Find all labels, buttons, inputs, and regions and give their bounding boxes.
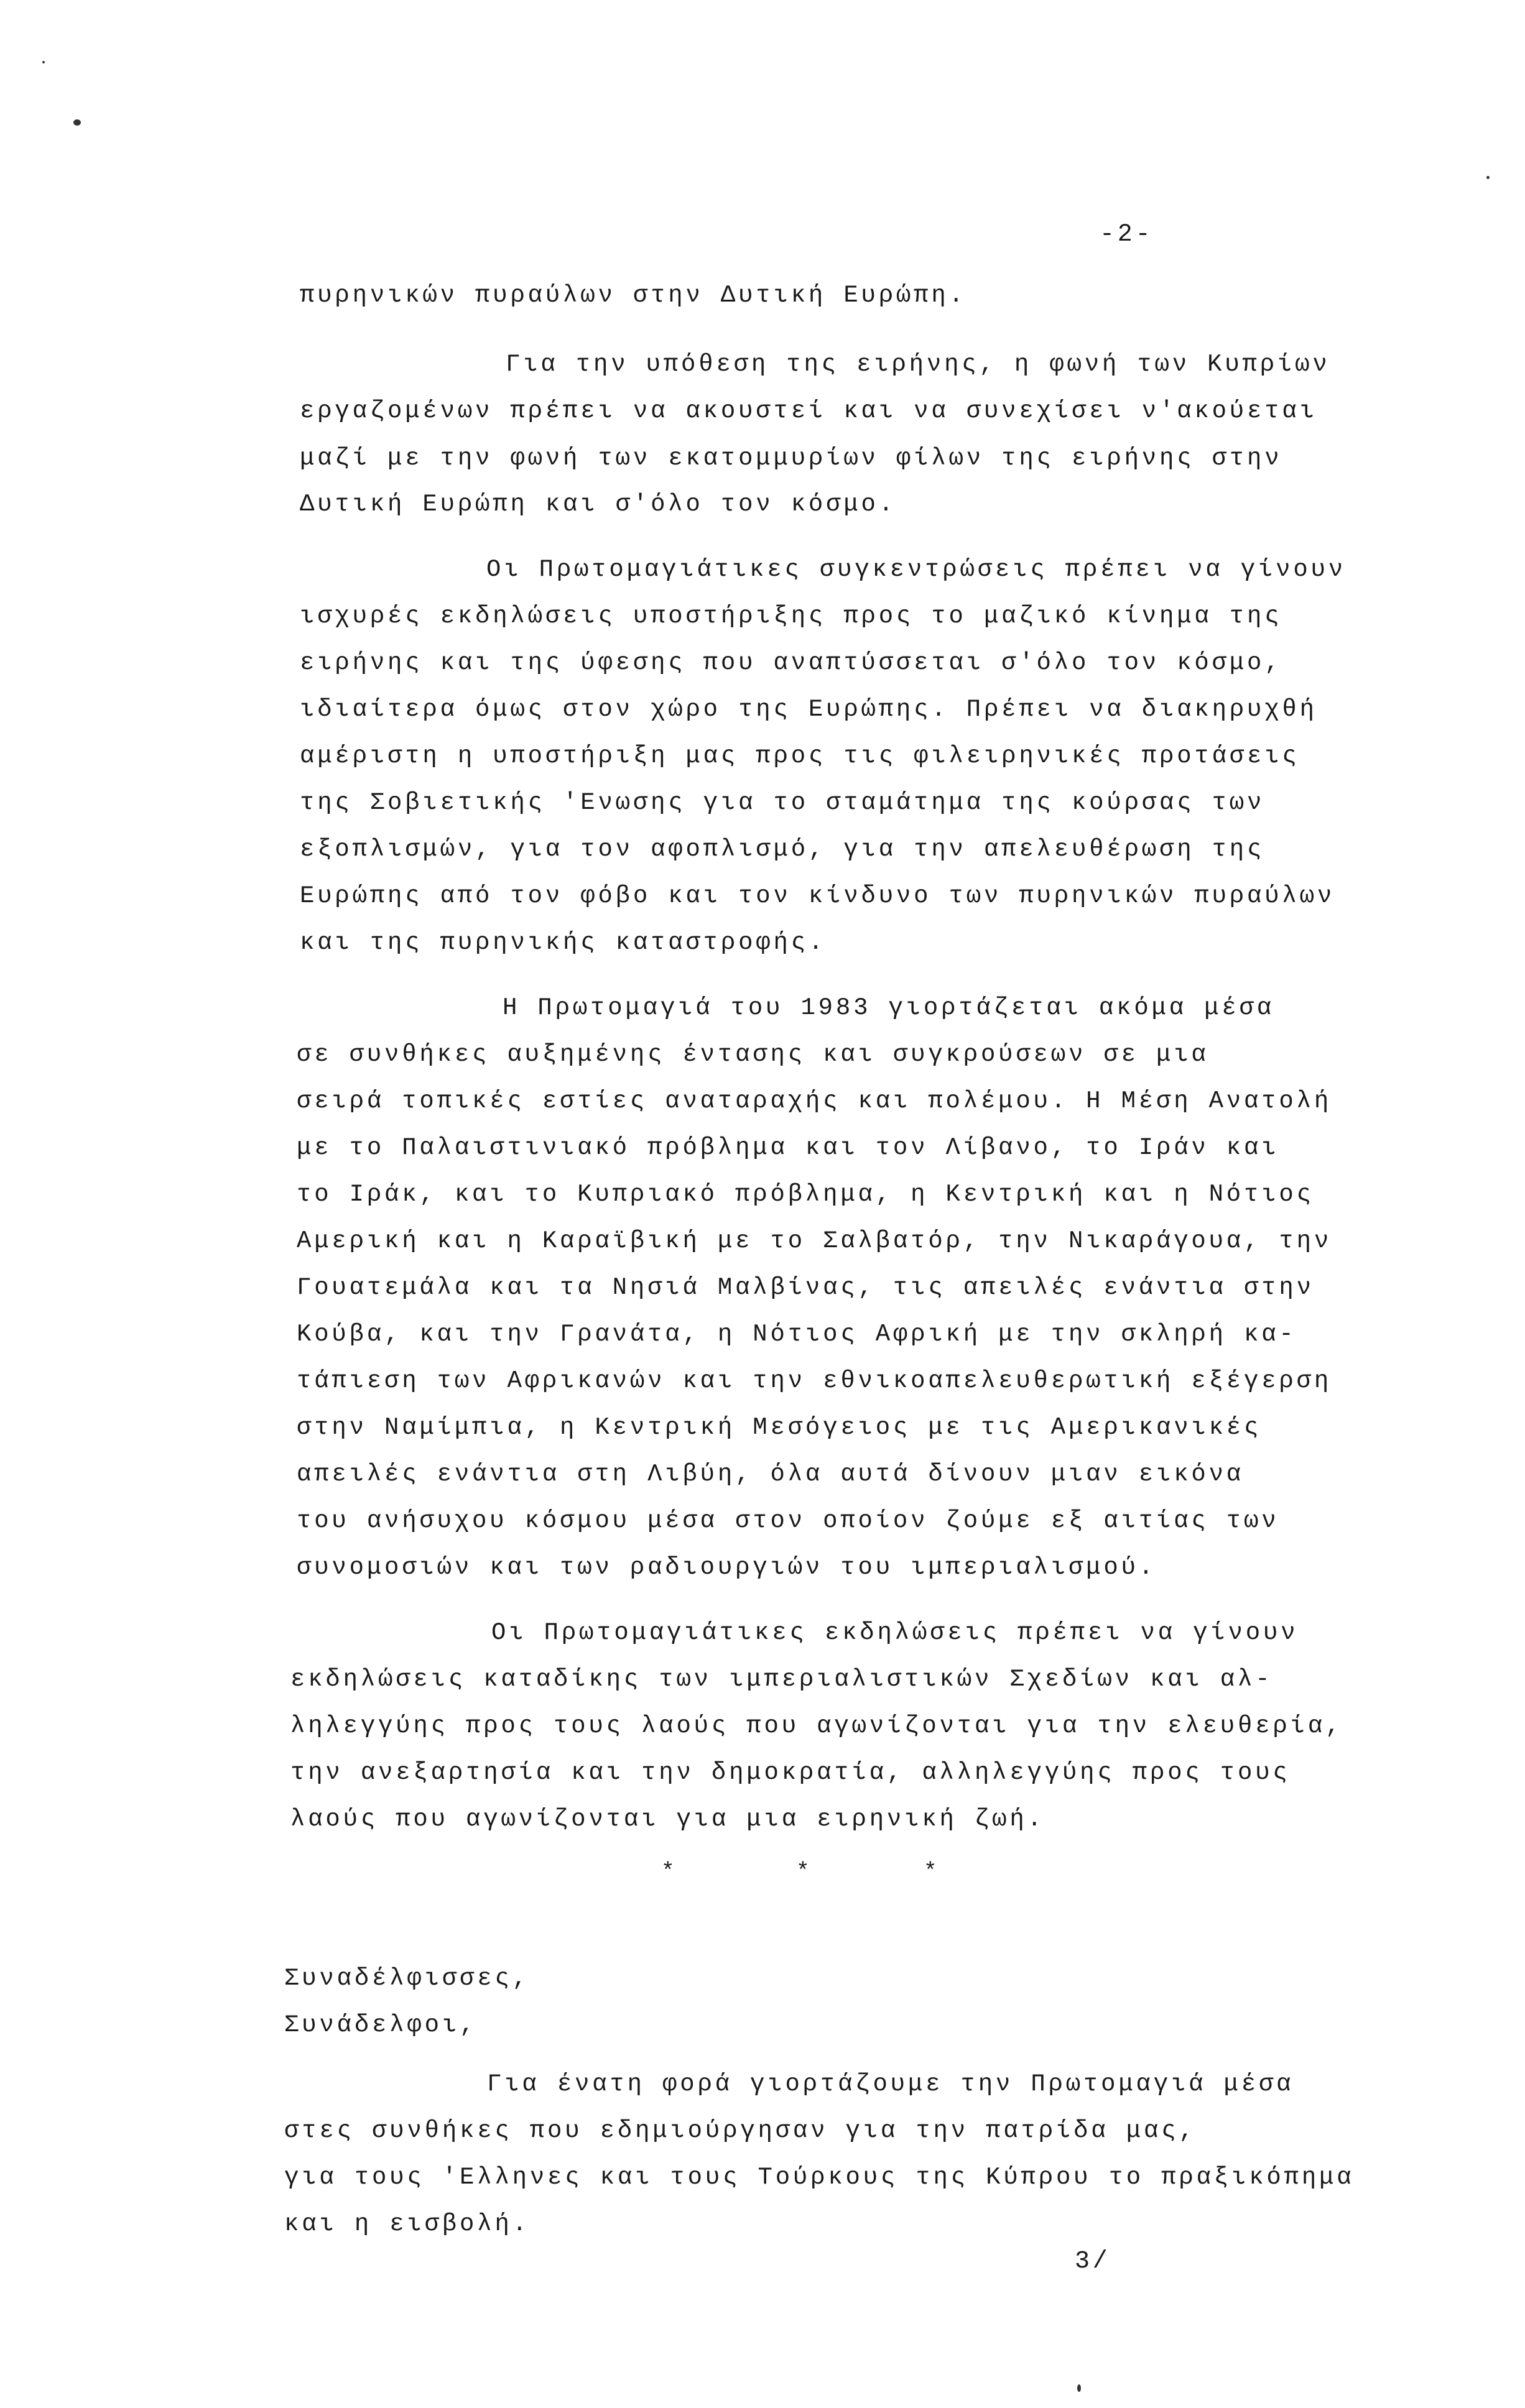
text-line: το Ιράκ, και το Κυπριακό πρόβλημα, η Κεντρική και η Νότιος (297, 1181, 1314, 1208)
salutation-line: Συνάδελφοι, (284, 2011, 478, 2039)
text-line: σειρά τοπικές εστίες αναταραχής και πολέμου. Η Μέση Ανατολή (297, 1087, 1332, 1115)
text-line: ιδιαίτερα όμως στον χώρο της Ευρώπης. Πρέπει να διακηρυχθή (300, 696, 1317, 723)
scan-speck (73, 119, 81, 126)
text-line: με το Παλαιστινιακό πρόβλημα και τον Λίβανο, το Ιράν και (297, 1134, 1279, 1161)
text-line: απειλές ενάντια στη Λιβύη, όλα αυτά δίνουν μιαν εικόνα (297, 1460, 1245, 1488)
scan-speck (1077, 2384, 1081, 2392)
separator-star: * (661, 1859, 675, 1884)
text-line: μαζί με την φωνή των εκατομμυρίων φίλων της ειρήνης στην (300, 445, 1282, 472)
scan-speck (42, 61, 45, 63)
text-line: συνομοσιών και των ραδιουργιών του ιμπεριαλισμού. (297, 1554, 1156, 1581)
text-line: σε συνθήκες αυξημένης έντασης και συγκρούσεων σε μια (297, 1041, 1209, 1068)
text-line: λαούς που αγωνίζονται για μια ειρηνική ζωή. (290, 1806, 1045, 1833)
text-line: και της πυρηνικής καταστροφής. (300, 929, 827, 956)
text-line: Οι Πρωτομαγιάτικες εκδηλώσεις πρέπει να γίνουν (491, 1619, 1299, 1646)
text-line: για τους 'Ελληνες και τους Τούρκους της Κύπρου το πραξικόπημα (284, 2164, 1355, 2191)
text-line: Κούβα, και την Γρανάτα, η Νότιος Αφρική με την σκληρή κα- (297, 1321, 1297, 1348)
text-line: εξοπλισμών, για τον αφοπλισμό, για την απελευθέρωση της (300, 836, 1265, 863)
text-line: και η εισβολή. (284, 2210, 530, 2238)
text-line: αμέριστη η υποστήριξη μας προς τις φιλειρηνικές προτάσεις (300, 742, 1300, 770)
text-line: Οι Πρωτομαγιάτικες συγκεντρώσεις πρέπει να γίνουν (486, 556, 1346, 583)
scan-speck (1486, 176, 1490, 179)
text-line: ειρήνης και της ύφεσης που αναπτύσσεται σ'όλο τον κόσμο, (300, 649, 1282, 676)
text-line: τάπιεση των Αφρικανών και την εθνικοαπελευθερωτική εξέγερση (297, 1367, 1332, 1395)
text-line: πυρηνικών πυραύλων στην Δυτική Ευρώπη. (300, 282, 966, 309)
text-line: Η Πρωτομαγιά του 1983 γιορτάζεται ακόμα μέσα (503, 994, 1274, 1022)
text-line: εργαζομένων πρέπει να ακουστεί και να συνεχίσει ν'ακούεται (300, 397, 1317, 425)
page-number: -2- (1100, 221, 1154, 249)
continuation-marker: 3/ (1075, 2248, 1111, 2276)
text-line: του ανήσυχου κόσμου μέσα στον οποίον ζούμε εξ αιτίας των (297, 1507, 1279, 1534)
text-line: εκδηλώσεις καταδίκης των ιμπεριαλιστικών Σχεδίων και αλ- (290, 1666, 1273, 1693)
separator-star: * (796, 1859, 810, 1884)
text-line: στην Ναμίμπια, η Κεντρική Μεσόγειος με τις Αμερικανικές (297, 1414, 1262, 1441)
text-line: Ευρώπης από τον φόβο και τον κίνδυνο των πυρηνικών πυραύλων (300, 882, 1335, 910)
separator-star: * (924, 1859, 937, 1884)
text-line: την ανεξαρτησία και την δημοκρατία, αλληλεγγύης προς τους (290, 1759, 1291, 1786)
text-line: Γουατεμάλα και τα Νησιά Μαλβίνας, τις απειλές ενάντια στην (297, 1274, 1314, 1301)
text-line: Για την υπόθεση της ειρήνης, η φωνή των Κυπρίων (506, 351, 1330, 378)
text-line: Για ένατη φορά γιορτάζουμε την Πρωτομαγιά μέσα (487, 2070, 1294, 2098)
text-line: ισχυρές εκδηλώσεις υποστήριξης προς το μαζικό κίνημα της (300, 602, 1282, 630)
text-line: Αμερική και η Καραϊβική με το Σαλβατόρ, την Νικαράγουα, την (297, 1227, 1332, 1255)
text-line: Δυτική Ευρώπη και σ'όλο τον κόσμο. (300, 491, 896, 518)
text-line: της Σοβιετικής 'Ενωσης για το σταμάτημα της κούρσας των (300, 789, 1265, 816)
text-line: στες συνθήκες που εδημιούργησαν για την πατρίδα μας, (284, 2117, 1197, 2144)
text-line: ληλεγγύης προς τους λαούς που αγωνίζονται για την ελευθερία, (290, 1712, 1343, 1740)
salutation-line: Συναδέλφισσες, (284, 1965, 530, 1992)
